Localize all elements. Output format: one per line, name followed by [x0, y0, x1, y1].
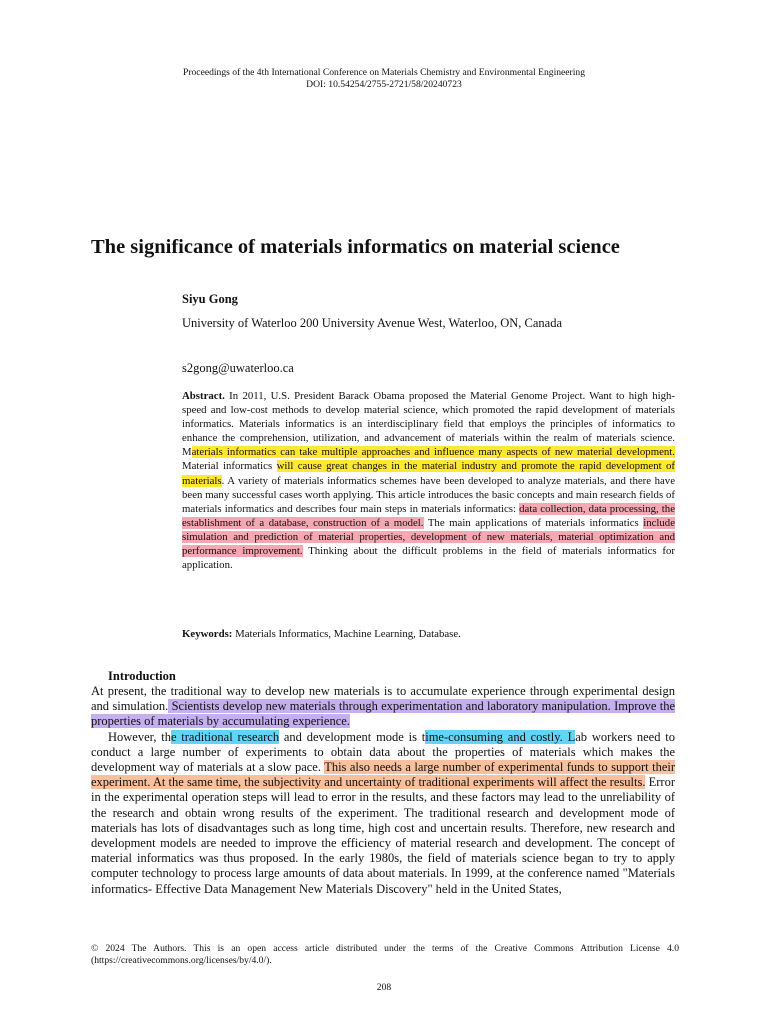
introduction-body — [91, 684, 675, 897]
paragraph — [91, 684, 675, 730]
section-heading: Introduction — [108, 669, 176, 683]
abstract-text: Material informatics — [182, 460, 277, 473]
proceedings-line: Proceedings of the 4th International Conference on Materials Chemistry and Environmental Engineering — [182, 67, 586, 78]
page-number: 208 — [376, 982, 392, 993]
running-header — [0, 67, 768, 90]
abstract-highlight: will cause great changes in the material industry and promote the rapid development of materials — [182, 460, 675, 487]
paper-title: The significance of materials informatics on material science — [91, 236, 620, 258]
abstract-text: . A variety of materials informatics schemes have been developed to analyze materials, and there have been many successful cases worth applying. This article introduces the basic concepts and main research fields of materials informatics and describes four main steps in materials informatics: — [182, 474, 675, 515]
doi-line: DOI: 10.54254/2755-2721/58/20240723 — [306, 78, 462, 90]
abstract-text: In 2011, U.S. President Barack Obama proposed the Material Genome Project. Want to high high-speed and low-cost methods to develop material science, which promoted the rapid development of materials informatics. Materials informatics is an interdisciplinary field that employs the principles of informatics to enhance the comprehension, utilization, and advancement of materials within the realm of materials science. M — [182, 390, 675, 459]
author-name: Siyu Gong — [182, 292, 238, 306]
abstract-highlight: aterials informatics can take multiple approaches and influence many aspects of new material development. — [191, 446, 675, 459]
abstract-highlight: data collection, data processing, the establishment of a database, construction of a model. — [182, 502, 675, 529]
body-text: However, th — [108, 729, 171, 744]
body-text: and development mode is t — [279, 729, 426, 744]
body-highlight: This also needs a large number of experimental funds to support their experiment. At the same time, the subjectivity and uncertainty of traditional experiments will affect the results. — [91, 760, 675, 790]
abstract-text: The main applications of materials informatics — [423, 516, 644, 529]
body-text: At present, the traditional way to develop new materials is to accumulate experience through experimental design and simulation. — [91, 684, 675, 714]
body-highlight: ime-consuming and costly. L — [425, 729, 576, 744]
keywords-label: Keywords: — [182, 628, 233, 640]
body-highlight: e traditional research — [170, 729, 280, 744]
abstract-text: Thinking about the difficult problems in the field of materials informatics for application. — [182, 545, 675, 572]
abstract-label: Abstract. — [182, 390, 225, 402]
license-footnote: © 2024 The Authors. This is an open access article distributed under the terms of the Creative Commons Attribution License 4.0 (https://creativecommons.org/licenses/by/4.0/). — [91, 943, 679, 966]
author-email[interactable]: s2gong@uwaterloo.ca — [182, 361, 294, 375]
body-text: ab workers need to conduct a large number of experiments to obtain data about the properties of materials which makes the development way of materials at a slow pace. — [91, 729, 675, 775]
body-text: Error in the experimental operation steps will lead to error in the results, and these factors may lead to the unreliability of the research and obtain wrong results of the experiment. The traditional research and development mode of materials has lots of disadvantages such as long time, high cost and uncertain results. Therefore, new research and development models are needed to improve the efficiency of material research and development. The concept of material informatics was thus proposed. In the early 1980s, the field of materials science began to try to apply computer technology to process large amounts of data about materials. In 1999, at the conference named "Materials informatics- Effective Data Management New Materials Discovery" held in the United States, — [91, 775, 675, 896]
body-highlight: Scientists develop new materials through experimentation and laboratory manipulation. Improve the properties of materials by accumulating experience. — [91, 699, 675, 729]
paragraph — [91, 730, 675, 897]
abstract — [182, 389, 675, 572]
abstract-highlight: include simulation and prediction of material properties, development of new materials, material optimization and performance improvement. — [182, 516, 675, 558]
author-affiliation: University of Waterloo 200 University Avenue West, Waterloo, ON, Canada — [182, 316, 563, 330]
keywords-text: Materials Informatics, Machine Learning, Database. — [232, 628, 461, 640]
keywords — [182, 628, 461, 640]
